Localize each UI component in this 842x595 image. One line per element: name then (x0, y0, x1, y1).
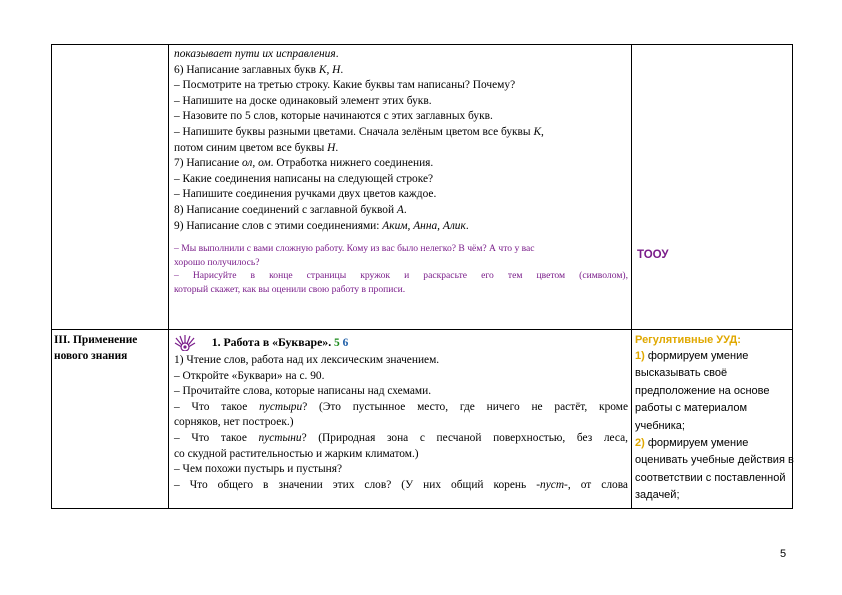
stage-cell (54, 332, 168, 364)
text-line-italic: К (533, 125, 542, 138)
text-line (174, 431, 628, 447)
reflection-line: – Мы выполнили с вами сложную работу. Кому из вас было нелегко? В чём? А что у вас (174, 243, 535, 255)
uud-label: ТООУ (637, 249, 669, 261)
text-line-text: 8) Написание соединений с заглавной буквой (174, 203, 397, 216)
row2-content-cell (169, 330, 631, 510)
text-line-text: – Какие соединения написаны на следующей строке? (174, 172, 434, 185)
uud-item-line (635, 487, 793, 504)
text-line (174, 478, 628, 494)
page-number: 5 (780, 548, 787, 560)
uud-item-line (635, 452, 793, 469)
text-line-text: . (335, 141, 339, 154)
uud-item-number: 2) (635, 437, 645, 450)
text-line-italic: пустыри (259, 400, 303, 413)
text-line-text: – Назовите по 5 слов, которые начинаются с этих заглавных букв. (174, 110, 493, 123)
text-line (174, 219, 628, 235)
row2-uud-cell (632, 332, 793, 505)
task-badge-6: 6 (342, 337, 349, 349)
reflection-line: – Нарисуйте в конце страницы кружок и раскрасьте его тем цветом (символом), (174, 270, 628, 282)
task-number: 1. (211, 335, 221, 349)
text-line-text: ? (Природная зона с песчаной поверхностью, без леса, (301, 431, 628, 444)
text-line-italic: показывает пути их исправления (174, 48, 336, 60)
reflection-line: который скажет, как вы оценили свою работу в прописи. (174, 283, 406, 295)
text-line-text: , от слова (567, 478, 628, 491)
text-line-text: . (335, 48, 339, 60)
text-line-text: – Напишите на доске одинаковый элемент этих букв. (174, 94, 432, 107)
text-line (174, 384, 628, 400)
text-line-italic: пустыни (258, 431, 302, 444)
text-line (174, 187, 628, 203)
text-line (174, 125, 628, 141)
text-line-text: – Что такое (174, 400, 260, 413)
text-line (174, 94, 628, 110)
text-line-text: – Что такое (174, 431, 259, 444)
sun-rays-icon (174, 335, 196, 351)
text-line (174, 78, 628, 94)
text-line-italic: Аким, Анна, Алик (382, 219, 466, 232)
stage-title-line: III. Применение (54, 334, 138, 346)
uud-item-text: работы с материалом (635, 402, 748, 415)
stage-title-line: нового знания (54, 350, 128, 362)
text-line-text: 1) Чтение слов, работа над их лексическим значением. (174, 354, 440, 366)
uud-title: Регулятивные УУД: (635, 334, 741, 346)
text-line-italic: К, Н (318, 63, 341, 76)
text-line-italic: ол, ом (242, 157, 271, 170)
task-badge-5: 5 (334, 337, 340, 349)
uud-item-line (635, 470, 793, 487)
row1-uud-cell (632, 245, 792, 263)
text-line (174, 156, 628, 172)
uud-item-line (635, 365, 793, 382)
text-line-text: , (541, 125, 544, 138)
text-line (174, 47, 628, 63)
uud-item-text: соответствии с поставленной (635, 471, 786, 484)
uud-item-text: высказывать своё (635, 367, 728, 380)
reflection-block (174, 242, 628, 296)
uud-item-number: 1) (635, 350, 645, 362)
text-line-text: – Прочитайте слова, которые написаны над схемами. (174, 385, 432, 398)
uud-item-text: формируем умение (647, 437, 749, 450)
uud-item-line (635, 383, 793, 400)
text-line (174, 415, 628, 431)
uud-item-line (635, 348, 793, 365)
task-header (174, 333, 628, 352)
text-line (174, 172, 628, 188)
uud-item-line (635, 418, 793, 435)
text-line-text: – Посмотрите на третью строку. Какие буквы там написаны? Почему? (174, 79, 516, 92)
text-line-text: сорняков, нет построек.) (174, 416, 294, 429)
text-line-text: 9) Написание слов с этими соединениями: (174, 219, 383, 232)
uud-item-text: предположение на основе (635, 384, 770, 397)
reflection-line: хорошо получилось? (174, 256, 260, 268)
uud-item-text: учебника; (635, 419, 685, 432)
text-line-text: – Что общего в значении этих слов? (У них общий корень (174, 478, 537, 491)
text-line (174, 63, 628, 79)
text-line-italic: А (396, 203, 404, 216)
text-line-italic: Н (327, 141, 336, 154)
text-line (174, 109, 628, 125)
text-line-text: потом синим цветом все буквы (174, 141, 328, 154)
text-line-text: . (403, 203, 407, 216)
text-line-italic: -пуст- (536, 478, 568, 491)
row1-content-cell (169, 45, 631, 329)
text-line-text: со скудной растительностью и жарким климатом.) (174, 447, 419, 460)
text-line (174, 141, 628, 157)
text-line (174, 203, 628, 219)
uud-item-text: формируем умение (647, 350, 749, 362)
text-line (174, 462, 628, 478)
text-line-text: ? (Это пустынное место, где ничего не растёт, кроме (302, 400, 629, 413)
uud-item-line (635, 400, 793, 417)
uud-item-text: оценивать учебные действия в (635, 454, 794, 467)
row1-text-block (174, 47, 628, 234)
text-line-text: . (340, 63, 344, 76)
text-line (174, 400, 628, 416)
text-line (174, 353, 628, 369)
text-line-text: . Отработка нижнего соединения. (270, 157, 434, 170)
text-line (174, 369, 628, 385)
uud-item-text: задачей; (635, 489, 680, 502)
uud-item-line (635, 435, 793, 452)
text-line-text: . (465, 219, 469, 232)
text-line (174, 447, 628, 463)
text-line-text: – Напишите буквы разными цветами. Сначала зелёным цветом все буквы (174, 125, 534, 138)
text-line-text: 6) Написание заглавных букв (174, 63, 319, 76)
text-line-text: – Откройте «Буквари» на с. 90. (174, 369, 325, 382)
row2-text-block (174, 353, 628, 493)
lesson-table (51, 44, 793, 509)
text-line-text: 7) Написание (174, 157, 243, 170)
task-title: Работа в «Букваре». (223, 335, 332, 349)
uud-list (635, 348, 793, 505)
text-line-text: – Напишите соединения ручками двух цветов каждое. (174, 188, 437, 201)
text-line-text: – Чем похожи пустырь и пустыня? (174, 463, 343, 476)
